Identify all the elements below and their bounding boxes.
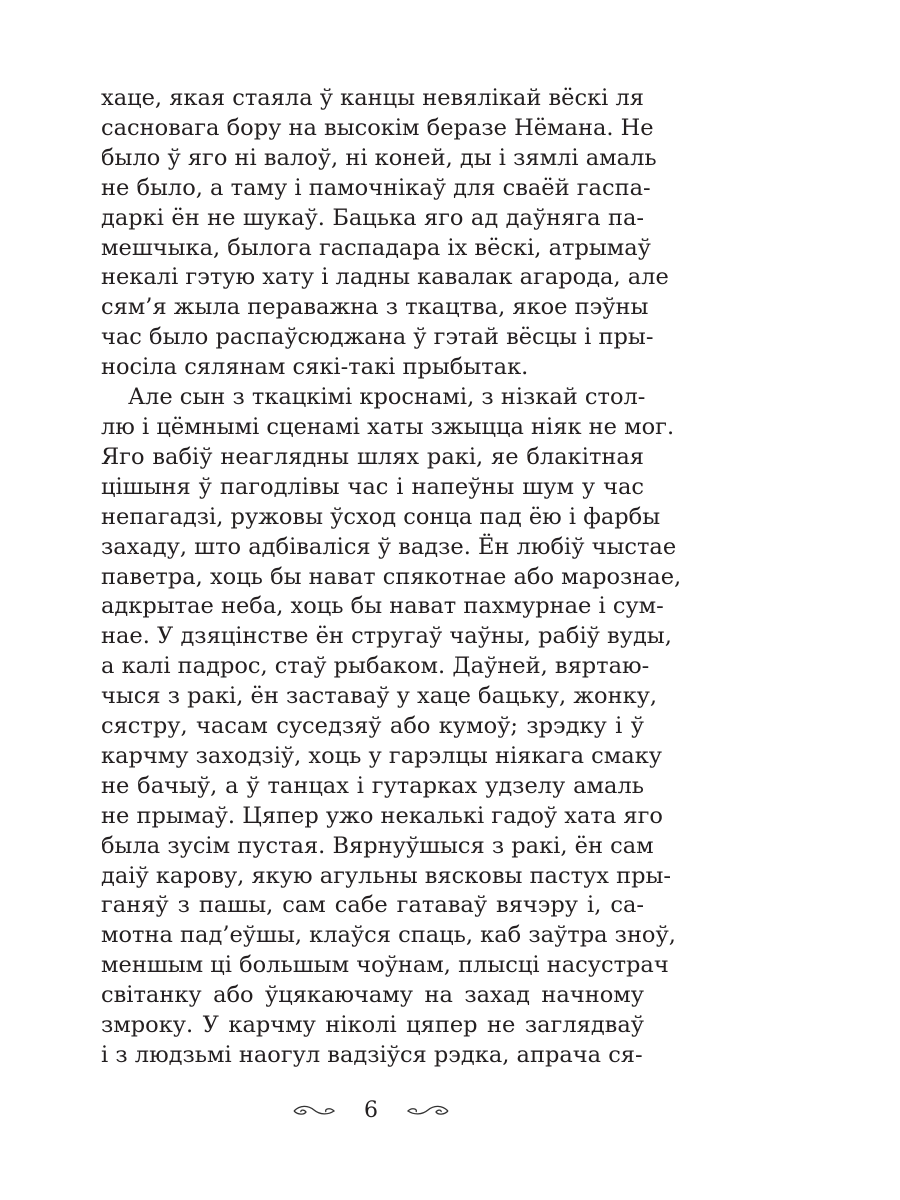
page-number: 6 <box>364 1098 378 1123</box>
paragraph <box>101 383 682 1071</box>
text-line: а калі падрос, стаў рыбаком. Даўней, вяртаю- <box>101 653 650 680</box>
text-line: не бачыў, а ў танцах і гутарках удзелу амаль <box>101 772 644 799</box>
text-line: меншым ці большым чоўнам, плысці насустрач <box>101 952 669 979</box>
text-line: і з людзьмі наогул вадзіўся рэдка, апрача ся- <box>101 1042 643 1068</box>
text-line: носіла сялянам сякі-такі прыбытак. <box>101 354 529 381</box>
text-line: захаду, што адбіваліся ў вадзе. Ён любіў чыстае <box>101 533 677 560</box>
text-line: мотна пад’еўшы, клаўся спаць, каб заўтра зноў, <box>101 922 676 949</box>
text-line: не было, а таму і памочнікаў для сваёй гаспа- <box>101 174 651 201</box>
text-line: сям’я жыла пераважна з ткацтва, якое пэўны <box>101 294 649 321</box>
text-line: нае. У дзяцінстве ён стругаў чаўны, рабіў вуды, <box>101 623 672 650</box>
text-line: сястру, часам суседзяў або кумоў; зрэдку і ў <box>101 713 644 740</box>
text-line: карчму заходзіў, хоць у гарэлцы ніякага смаку <box>101 742 662 769</box>
right-flourish-icon <box>404 1103 450 1119</box>
text-line: сасновага бору на высокім беразе Нёмана. Не <box>101 114 654 141</box>
text-line: Але сын з ткацкімі кроснамі, з нізкай стол- <box>128 384 646 411</box>
text-line: было ў яго ні валоў, ні коней, ды і зямлі амаль <box>101 144 657 171</box>
text-line: світанку або ўцякаючаму на захад начному <box>101 982 644 1009</box>
text-line: не прымаў. Цяпер ужо некалькі гадоў хата яго <box>101 802 663 829</box>
text-line: цішыня ў пагодлівы час і напеўны шум у час <box>101 473 644 500</box>
text-line: была зусім пустая. Вярнуўшыся з ракі, ён сам <box>101 832 654 859</box>
text-line: некалі гэтую хату і ладны кавалак агарода, але <box>101 264 669 291</box>
left-flourish-icon <box>292 1103 338 1119</box>
paragraph <box>101 84 669 383</box>
text-line: змроку. У карчму ніколі цяпер не заглядваў <box>101 1012 644 1039</box>
text-line: ганяў з пашы, сам сабе гатаваў вячэру і, са- <box>101 892 644 919</box>
body-text <box>101 84 682 1071</box>
text-line: Яго вабіў неаглядны шлях ракі, яе блакітная <box>101 443 644 470</box>
text-line: хаце, якая стаяла ў канцы невялікай вёскі ля <box>101 85 644 111</box>
text-line: непагадзі, ружовы ўсход сонца пад ёю і фарбы <box>101 503 661 530</box>
text-line: даіў карову, якую агульны вясковы пастух пры- <box>101 862 672 889</box>
page-footer <box>0 1098 742 1123</box>
text-line: чыся з ракі, ён заставаў у хаце бацьку, жонку, <box>101 683 658 710</box>
text-line: паветра, хоць бы нават спякотнае або марознае, <box>101 563 682 590</box>
text-line: лю і цёмнымі сценамі хаты зжыцца ніяк не мог. <box>101 413 675 440</box>
text-line: час было распаўсюджана ў гэтай вёсцы і пры- <box>101 324 654 351</box>
text-line: даркі ён не шукаў. Бацька яго ад даўняга па- <box>101 204 644 231</box>
text-line: адкрытае неба, хоць бы нават пахмурнае і сум- <box>101 593 664 620</box>
text-line: мешчыка, былога гаспадара іх вёскі, атрымаў <box>101 234 651 261</box>
